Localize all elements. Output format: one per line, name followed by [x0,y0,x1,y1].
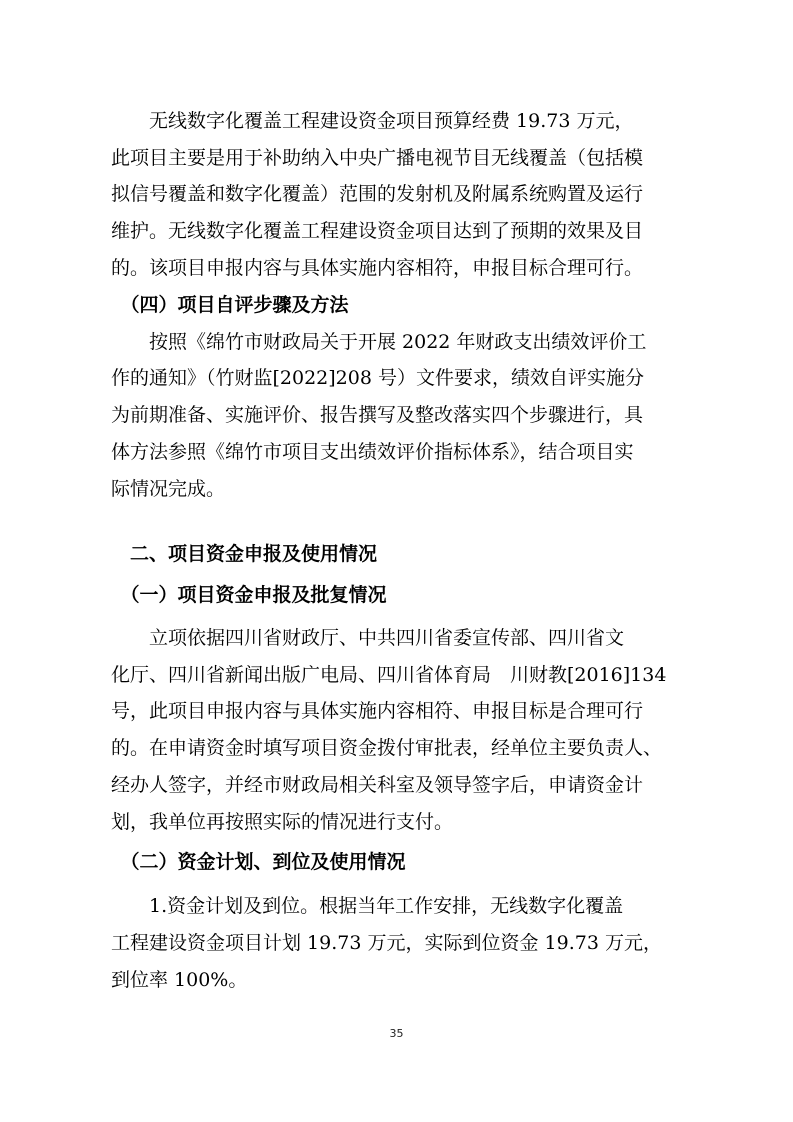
paragraph-line: 的。该项目申报内容与具体实施内容相符，申报目标合理可行。 [111,257,644,279]
paragraph-line: 到位率 100%。 [111,969,248,991]
paragraph-line: 按照《绵竹市财政局关于开展 2022 年财政支出绩效评价工 [111,331,647,353]
paragraph-line: 无线数字化覆盖工程建设资金项目预算经费 19.73 万元， [111,110,634,132]
paragraph-line: 体方法参照《绵竹市项目支出绩效评价指标体系》，结合项目实 [111,441,634,463]
paragraph-line: 1.资金计划及到位。根据当年工作安排，无线数字化覆盖 [111,895,624,917]
paragraph-line: 号，此项目申报内容与具体实施内容相符、申报目标是合理可行 [111,700,644,722]
paragraph-line: 维护。无线数字化覆盖工程建设资金项目达到了预期的效果及目 [111,220,644,242]
paragraph-line: 作的通知》（竹财监[2022]208 号）文件要求，绩效自评实施分 [111,367,644,389]
paragraph-line: 化厅、四川省新闻出版广电局、四川省体育局 川财教[2016]134 [111,664,667,686]
paragraph-line: 工程建设资金项目计划 19.73 万元，实际到位资金 19.73 万元， [111,932,662,954]
paragraph-line: 经办人签字，并经市财政局相关科室及领导签字后，申请资金计 [111,774,644,796]
paragraph-line: 此项目主要是用于补助纳入中央广播电视节目无线覆盖（包括模 [111,147,644,169]
paragraph-line: 划，我单位再按照实际的情况进行支付。 [111,811,454,833]
section-heading: （一）项目资金申报及批复情况 [111,584,387,606]
page-number: 35 [389,1027,404,1040]
section-heading: 二、项目资金申报及使用情况 [111,543,378,565]
paragraph-line: 际情况完成。 [111,478,226,500]
paragraph-line: 为前期准备、实施评价、报告撰写及整改落实四个步骤进行，具 [111,404,644,426]
paragraph-line: 立项依据四川省财政厅、中共四川省委宣传部、四川省文 [111,627,625,649]
section-heading: （二）资金计划、到位及使用情况 [111,851,406,873]
paragraph-line: 拟信号覆盖和数字化覆盖）范围的发射机及附属系统购置及运行 [111,183,644,205]
paragraph-line: 的。在申请资金时填写项目资金拨付审批表，经单位主要负责人、 [111,737,663,759]
section-heading: （四）项目自评步骤及方法 [111,294,349,316]
